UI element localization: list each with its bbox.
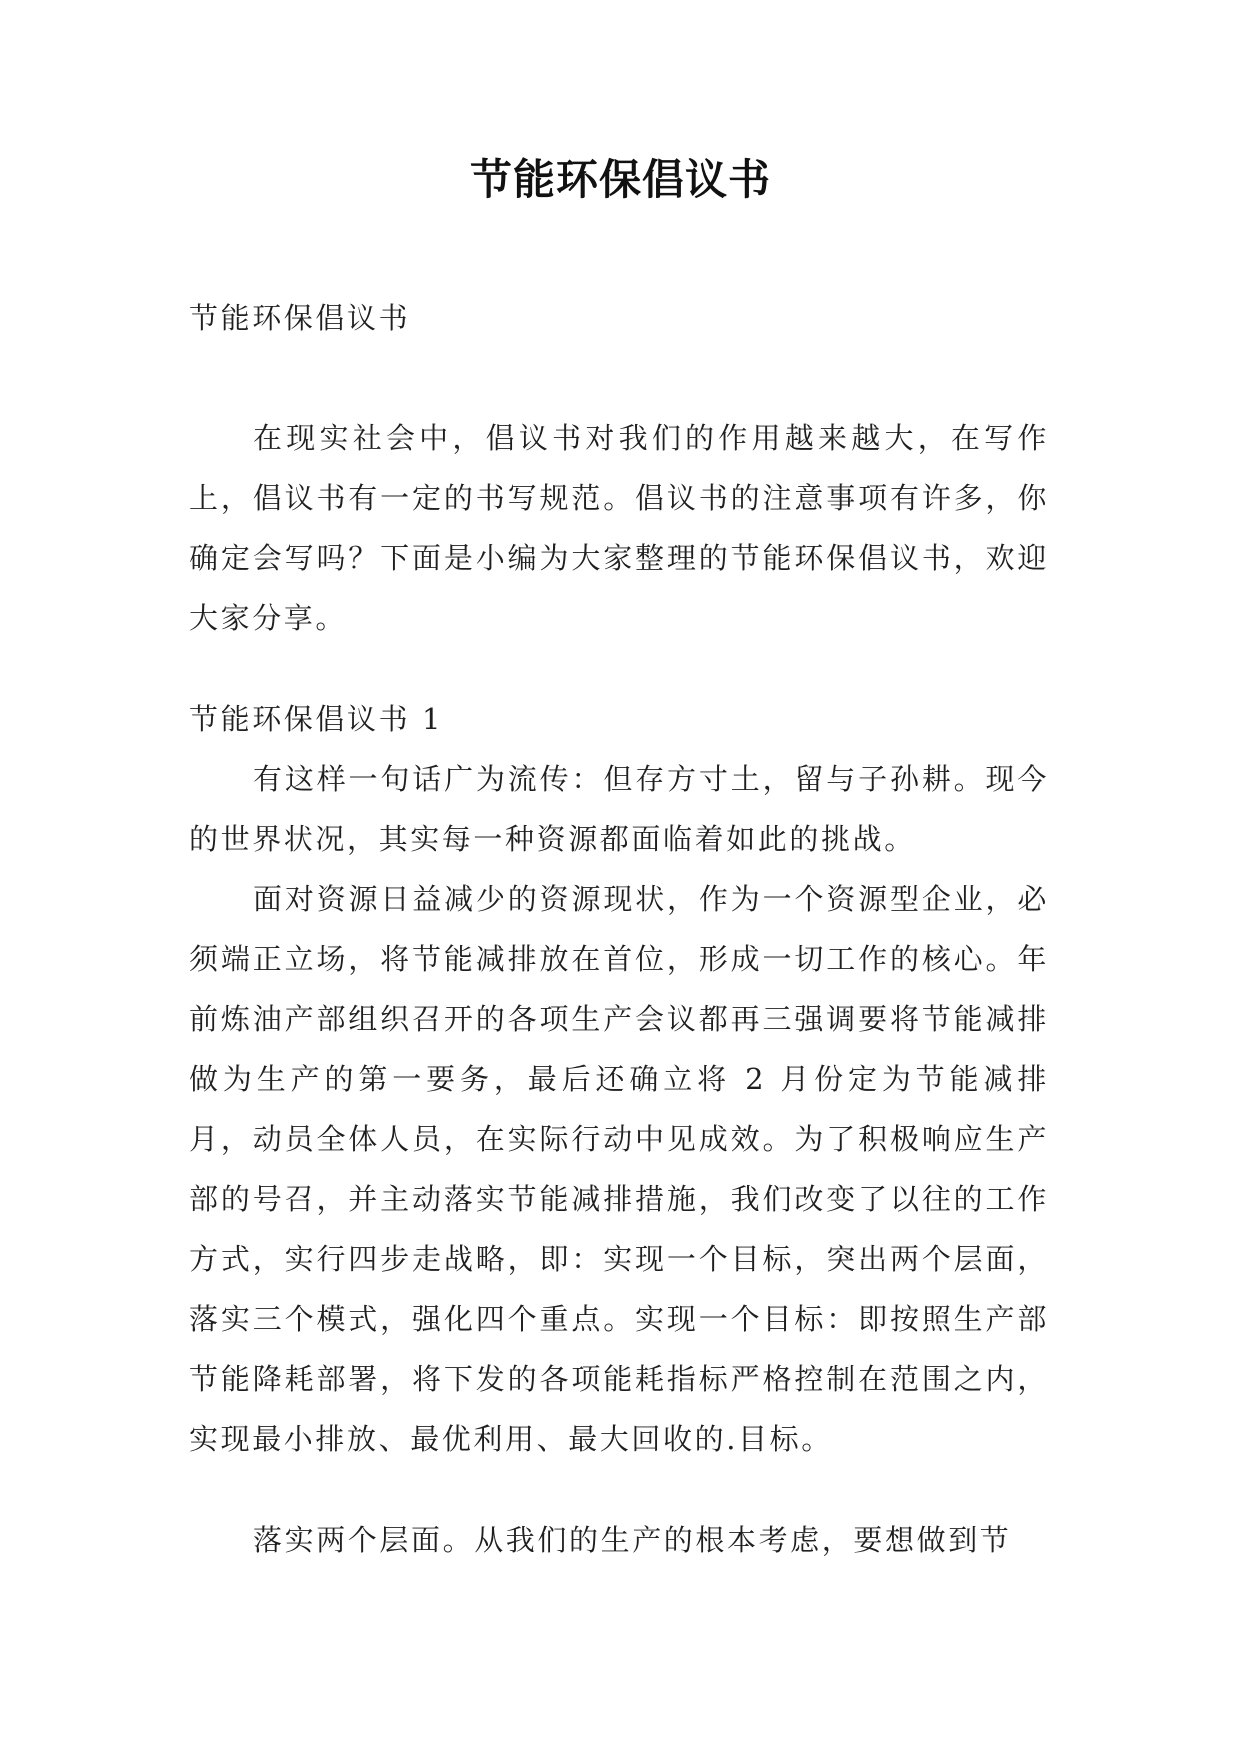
section-heading: 节能环保倡议书 1 — [189, 702, 444, 736]
document-title: 节能环保倡议书 — [469, 155, 771, 204]
intro-paragraph: 在现实社会中，倡议书对我们的作用越来越大，在写作上，倡议书有一定的书写规范。倡议书的注意事项有许多，你确定会写吗？下面是小编为大家整理的节能环保倡议书，欢迎大家分享。 — [189, 421, 1049, 635]
document-subtitle: 节能环保倡议书 — [189, 301, 411, 335]
body-paragraph: 有这样一句话广为流传：但存方寸土，留与子孙耕。现今的世界状况，其实每一种资源都面临着如此的挑战。 — [189, 762, 1049, 856]
body-paragraph: 面对资源日益减少的资源现状，作为一个资源型企业，必须端正立场，将节能减排放在首位，形成一切工作的核心。年前炼油产部组织召开的各项生产会议都再三强调要将节能减排做为生产的第一要务，最后还确立将 2 月份定为节能减排月，动员全体人员，在实际行动中见成效。为了积极响应生产部的号召，并主动落实节能减排措施，我们改变了以往的工作方式，实行四步走战略，即：实现一个目标，突出两个层面，落实三个模式，强化四个重点。实现一个目标：即按照生产部节能降耗部署，将下发的各项能耗指标严格控制在范围之内，实现最小排放、最优利用、最大回收的.目标。 — [189, 882, 1049, 1456]
body-paragraph: 落实两个层面。从我们的生产的根本考虑，要想做到节 — [253, 1523, 1012, 1557]
